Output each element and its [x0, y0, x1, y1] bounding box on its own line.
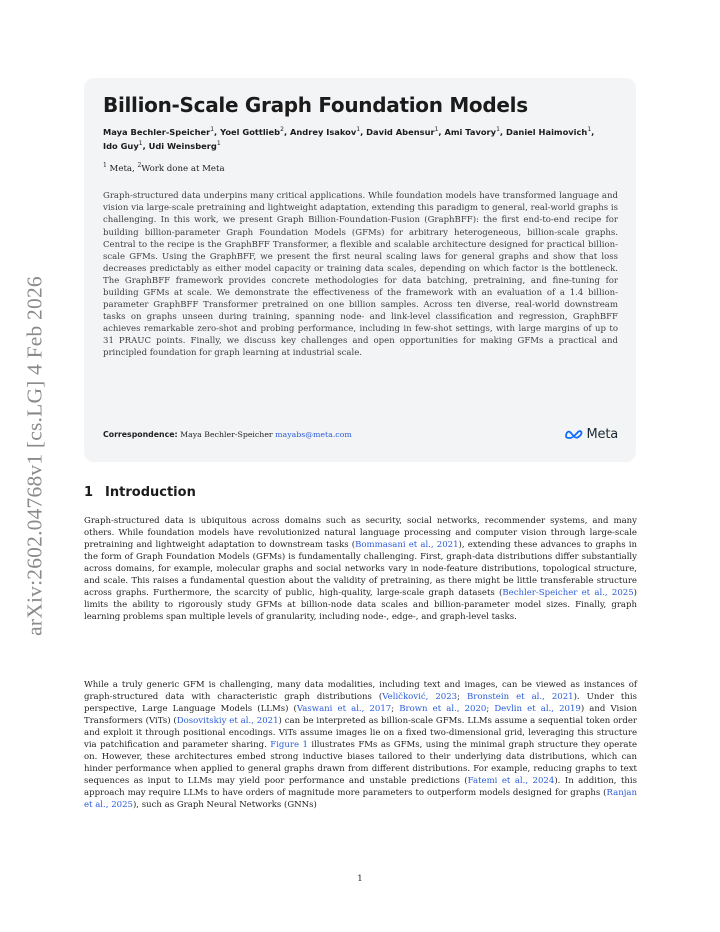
paragraph-text: ) can be interpreted as billion-scale GFMs. LLMs assume a sequential token order and exploit it through positional encodings. ViTs assume images lie on a fixed two-dimensional grid, leveraging this structure via patchification and parameter sharing.	[84, 716, 637, 751]
author	[366, 127, 438, 137]
paragraph-text: ). Under this perspective, Large Language Models (LLMs) (	[84, 692, 637, 715]
author-affiliation-mark: 1	[587, 126, 592, 133]
author	[290, 127, 360, 137]
meta-logo-text: Meta	[586, 427, 618, 442]
arxiv-identifier-text: arXiv:2602.04768v1 [cs.LG] 4 Feb 2026	[22, 276, 47, 636]
author-name: Udi Weinsberg	[148, 140, 217, 151]
paragraph-text: Graph-structured data is ubiquitous across domains such as security, social networks, recommender systems, and many others. While foundation models have revolutionized natural language processing and computer vision through large-scale pretraining and lightweight adaptation to downstream tasks (	[84, 516, 637, 551]
author	[506, 127, 591, 137]
affiliation-text: Meta,	[106, 163, 138, 174]
author-name: Ami Tavory	[444, 126, 497, 137]
author-name: David Abensur	[366, 126, 435, 137]
citation-link[interactable]: Veličković, 2023	[382, 692, 458, 703]
affiliation-mark: 2	[137, 161, 142, 169]
citation-link[interactable]: Bechler-Speicher et al., 2025	[502, 588, 634, 599]
correspondence-row	[103, 427, 618, 442]
paragraph-text: ), extending these advances to graphs in the form of Graph Foundation Models (GFMs) is fundamentally challenging. First, graph-data distributions differ substantially across domains, for example, molecular graphs and social networks vary in node-feature distributions, topological structure, and scale. This raises a fundamental question about the validity of pretraining, as there might be little transferable structure across graphs. Furthermore, the scarcity of public, high-quality, large-scale graph datasets (	[84, 540, 637, 599]
author-affiliation-mark: 1	[434, 126, 439, 133]
arxiv-identifier	[20, 266, 50, 646]
author-affiliation-mark: 1	[496, 126, 500, 133]
correspondence	[103, 430, 352, 439]
author-affiliation-mark: 2	[280, 126, 284, 133]
author	[220, 127, 284, 137]
page-number: 1	[357, 874, 363, 884]
author-affiliation-mark: 1	[216, 139, 221, 147]
paragraph-text: ;	[457, 692, 467, 703]
figure-reference-link[interactable]: Figure 1	[270, 740, 308, 751]
paragraph-text: ), such as Graph Neural Networks (GNNs)	[132, 800, 317, 811]
paper-title: Billion-Scale Graph Foundation Models	[103, 93, 528, 117]
author-name: Daniel Haimovich	[505, 126, 588, 137]
affiliations	[103, 160, 618, 175]
paragraph-text: ) and Vision Transformers (ViTs) (	[84, 704, 637, 727]
paragraph-text: ;	[391, 704, 400, 715]
paragraph-text: ). In addition, this approach may require LLMs to have orders of magnitude more parameters to outperform models designed for graphs (	[84, 776, 637, 799]
author-name: Ido Guy	[103, 140, 139, 151]
correspondence-email-link[interactable]: mayabs@meta.com	[275, 430, 352, 439]
citation-link[interactable]: Ranjan et al., 2025	[84, 788, 637, 811]
citation-link[interactable]: Vaswani et al., 2017	[296, 704, 392, 715]
title-abstract-box	[84, 78, 636, 462]
author-name: Andrey Isakov	[289, 126, 357, 137]
author	[103, 127, 214, 137]
section-heading	[84, 485, 196, 500]
citation-link[interactable]: Brown et al., 2020	[399, 704, 487, 715]
paragraph-text: While a truly generic GFM is challenging, many data modalities, including text and images, can be viewed as instances of graph-structured data with characteristic graph distributions (	[84, 680, 637, 703]
section-number: 1	[84, 485, 94, 500]
paragraph-text: illustrates FMs as GFMs, using the minimal graph structure they operate on. However, these architectures embed strong inductive biases tailored to their underlying data distributions, which can hinder performance when applied to general graphs drawn from different distributions. For example, reducing graphs to text sequences as input to LLMs may yield poor performance and unstable predictions (	[84, 740, 637, 787]
meta-logo	[564, 427, 618, 442]
meta-infinity-icon	[564, 429, 584, 440]
abstract: Graph-structured data underpins many critical applications. While foundation models have transformed language and vision via large-scale pretraining and lightweight adaptation, extending this paradigm to general, real-world graphs is challenging. In this work, we present Graph Billion-Foundation-Fusion (GraphBFF): the first end-to-end recipe for building billion-parameter Graph Foundation Models (GFMs) for arbitrary heterogeneous, billion-scale graphs. Central to the recipe is the GraphBFF Transformer, a flexible and scalable architecture designed for practical billion-scale GFMs. Using the GraphBFF, we present the first neural scaling laws for general graphs and show that loss decreases predictably as either model capacity or training data scales, depending on which factor is the bottleneck. The GraphBFF framework provides concrete methodologies for data batching, pretraining, and fine-tuning for building GFMs at scale. We demonstrate the effectiveness of the framework with an evaluation of a 1.4 billion-parameter GraphBFF Transformer pretrained on one billion samples. Across ten diverse, real-world downstream tasks on graphs unseen during training, spanning node- and link-level classification and regression, GraphBFF achieves remarkable zero-shot and probing performance, including in few-shot settings, with large margins of up to 31 PRAUC points. Finally, we discuss key challenges and open opportunities for making GFMs a practical and principled foundation for graph learning at industrial scale.	[103, 191, 618, 358]
author-affiliation-mark: 1	[356, 126, 361, 133]
intro-paragraph	[84, 515, 637, 623]
correspondence-label: Correspondence:	[103, 430, 178, 439]
paragraph-text: ) limits the ability to rigorously study GFMs at billion-node data scales and billion-parameter model sizes. Finally, graph learning problems span multiple levels of granularity, including node-, edge-, and graph-level tasks.	[84, 588, 638, 623]
affiliation-text: Work done at Meta	[141, 163, 225, 174]
citation-link[interactable]: Devlin et al., 2019	[494, 704, 581, 715]
author-list: Maya Bechler-Speicher$^1$, Yoel Gottlieb$^2$, Andrey Isakov$^1$, David Abensur$^1$, Ami Tavory$^1$, Daniel Haimovich$^1$, Ido Guy$^1$, Udi Weinsberg$^1$	[103, 126, 595, 151]
author-name: Yoel Gottlieb	[220, 126, 281, 137]
affiliation-mark: 1	[103, 161, 107, 169]
citation-link[interactable]: Dosovitskiy et al., 2021	[176, 716, 279, 727]
author	[103, 141, 143, 151]
author	[149, 141, 221, 151]
author-affiliation-mark: 1	[210, 126, 215, 133]
intro-paragraph	[84, 679, 637, 812]
author	[444, 127, 499, 137]
paragraph-text: ;	[486, 704, 495, 715]
citation-link[interactable]: Bronstein et al., 2021	[466, 692, 574, 703]
citation-link[interactable]: Fatemi et al., 2024	[467, 776, 555, 787]
section-title: Introduction	[105, 485, 196, 500]
correspondence-name: Maya Bechler-Speicher	[180, 430, 273, 439]
author-name: Maya Bechler-Speicher	[103, 126, 211, 137]
author-affiliation-mark: 1	[138, 139, 143, 147]
citation-link[interactable]: Bommasani et al., 2021	[355, 540, 459, 551]
